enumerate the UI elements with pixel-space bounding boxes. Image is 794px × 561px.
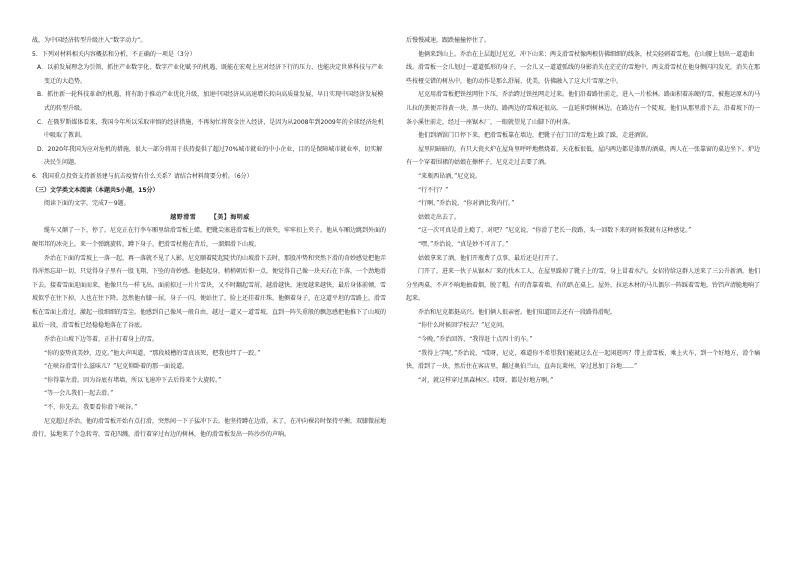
story-paragraph: 缆车又颠了一下，停了。尼克正在行李车厢里给滑雪板上蜡，把靴尖塞进滑雪板上的铁夹，牢牢扣上夹子。他从车厢边跳到外面的硬邦邦的冰壳上，来一个弹跳旋转，蹲下身子，把滑雪杖拖在背后，一溜烟滑下山坡。	[32, 227, 387, 248]
story-paragraph: 乔治和尼克都挺高兴。他们俩人很亲密。他们知道回去还有一段路得滑呢。	[418, 308, 617, 316]
story-paragraph: “不，你先去。我要看你滑下峡谷。”	[44, 404, 138, 412]
left-column	[32, 34, 388, 534]
story-paragraph: “对，就这样穿过黑森林区。哎呀，都是好地方啊。”	[418, 376, 554, 384]
story-paragraph: 乔治在山坡下边等着，正扑打着身上的雪。	[44, 336, 159, 344]
section-heading: （三）文学类文本阅读（本题共5小题，15分）	[32, 186, 159, 194]
story-paragraph: 他俩来到山上。乔治在上层超过尼克，冲下山来；两支滑雪杖像两根仿佛细细的线条，杖尖轻刺着雪地，在山腰上划出一道道曲线。滑雪板一会儿划过一道道弧形的身子，一会儿又一道道弧线的身影消失在茫茫的雪地中，两支滑雪杖在他身侧闪闪发光，消失在那些枝桠交错的树丛中，他的动作是那么舒展、优美，仿佛融入了这大片雪原之中。	[406, 50, 761, 85]
story-paragraph: 尼克用滑雪板把铁丝网往下压，乔治跨过铁丝网走过来。他们沿着路往前走，进入一片松林。路面积着冻硬的雪，被拖运原木的马儿拉的粪便弄得黄一块、黑一块的。路两边的雪堆还很高，一直延伸到树林边。在路边有一个陡坡，他们从那里滑下去，沿着坡下的一条小溪往前走，经过一座锯木厂，一眼就望见了山脚下的村落。	[406, 91, 761, 126]
story-paragraph: “等一会儿我们一起去滑。”	[44, 390, 114, 398]
story-title: 越野滑雪	[170, 213, 197, 221]
story-paragraph: “这一次可真是滑上瘾了，对吧？”尼克说，“你滑了老长一段路，头一回数下来的时候我就有这种感觉。”	[418, 227, 692, 235]
story-paragraph: “今晚，”乔治回答，“我得赶十点四十的车。”	[418, 336, 533, 344]
story-paragraph: “嘿，”乔治说，“真是妙不可言了。”	[418, 240, 509, 248]
story-paragraph: “我得上学呢，”乔治说，“哎呀，尼克，难道你不希望我们能就这么在一起闲逛吗？带上滑雪板，乘上火车，到一个好地方，滑个痛快，滑到了一块，然后住在客店里，翻过奥伯兰山，直奔瓦莱州，穿过恩加丁谷地……”	[406, 349, 761, 371]
story-paragraph: 他们到酒馆门口停下来，把滑雪板靠在墙边，把靴子在门口的雪地上跺了跺，走进酒馆。	[418, 132, 653, 140]
story-paragraph: 姑娘拿来了酒，他们开瓶费了点事，最后还是打开了。	[418, 254, 563, 262]
right-column	[406, 34, 762, 534]
intro-tail: 战，为中国经济转型升级注入“数字动力”。	[32, 37, 147, 44]
story-paragraph: “行不行？”	[418, 186, 449, 194]
story-paragraph: 后慢慢减速，跟跌撞撞停住了。	[406, 37, 491, 44]
story-paragraph: “行啊，”乔治说，“你对酒比我内行。”	[418, 200, 515, 208]
story-paragraph: 姑娘走出去了。	[418, 213, 461, 221]
story-paragraph: 门开了，进来一伙子从锯木厂来的伐木工人，在屋里跺掉了靴子上的雪，身上冒着水汽。女招待给这群人送来了三公升新酒，他们分坐两桌，不声不响地抽着烟，脱了帽，有的背靠着墙，有的趴在桌上。屋外，拉运木材的马儿偶尔一阵踩着雪地，铃铛声清脆地响了起来。	[406, 268, 761, 303]
question-5-option-a: A．以前发展理念为引领，抓住产业数字化、数字产业化赋予的机遇，既能在宏观上应对经济下行的压力，也能决定世界科技与产业变迁的大趋势。	[37, 64, 384, 85]
question-5-option-d: D．2020年我国为应对危机的措施，很大一部分将用于扶持提供了超过70%城市就业的中小企业，目的是保障城市就业率，切实解决民生问题。	[37, 145, 383, 167]
question-5-option-c: C．在俄罗斯媒体看来，我国今年所以采取审慎的经济措施，不再匆忙将资金注入经济，是因为从2008年到2009年的全球经济危机中吸取了教训。	[37, 118, 384, 140]
story-paragraph: 屋里阴暗暗的，有只大瓷火炉在屋角里呼呼地燃烧着。天花板很低，屋内两边都是漆黑的酒桌，两人在一张靠窗的桌边坐下。炉边有一个穿着围裙的姑娘在擦杯子，尼克走过去要了酒。	[406, 145, 761, 167]
question-5-stem: 5．下列对材料相关内容概括和分析，不正确的一项是（3分）	[32, 50, 196, 58]
story-author: 【美】海明威	[210, 213, 250, 221]
story-paragraph: “你的姿势真美妙，迈克。”他大声叫道，“那段坡槽的雪真该死，把我也绊了一跤。”	[44, 349, 261, 357]
story-paragraph: “你得靠左滑。因为谷底有堵墙，所以飞速冲下去后得来个大旋转。”	[44, 376, 222, 384]
reading-instruction: 阅读下面的文字，完成7～9题。	[44, 200, 130, 208]
story-paragraph: “在峡谷滑雪什么滋味儿？”尼克仰卧着的那一面说道。	[44, 363, 189, 371]
story-paragraph: “来瓶西昂酒，”尼克说。	[418, 172, 482, 180]
story-paragraph: “你什么时候回学校去？”尼克问。	[418, 322, 509, 330]
story-paragraph: 乔治在下面的雪坡上一落一起，再一落就不见了人影。尼克顺着陡起陡伏的山坡滑下去时，那股冲势和突然下滑的奇妙感觉把他弄得浑然忘却一切，只觉得身子里有一股飞翔、下坠的奇妙感。他挺起身，稍稍朝后仰一点，便觉得自己像一块天石在下落，一个劲地滑下去。接着雪面迎面而来，他像只鸟一样飞出。面前掠过一片片雪块，又不时翻起雪屑，越滑越快，速度越来越快，最后身体前倾，雪坡似乎在往下掉，人也在往下降。忽然他右膝一屈，身子一闪，便站住了，脸上还挂着汗珠。他侧着身子，在这道平坦的雪路上，滑雪板在雪面上滑过，激起一股细细的雪尘。他感到自己像风一般自由，越过一道又一道雪坡，直到一阵失重般的飘忽感把他推下了山坡的最后一段，滑雪板已经稳稳地落在了谷底。	[32, 254, 387, 330]
story-title-line	[32, 211, 388, 225]
question-6: 6．我国重点投资支持新基建与抗击疫情有什么关系？请结合材料简要分析。（6分）	[32, 172, 253, 180]
question-5-option-b: B．抓住新一轮科技革命的机遇，将有助于推动产业优化升级，加速中国经济从高速增长转向高质量发展，早日实现中国经济发展模式的转型升级。	[37, 91, 384, 112]
story-paragraph: 尼克超过乔治，他的滑雪板开始有点打滑，突然间一下子猛冲下去。他坚持蹲在边滑，末了，在冲向裸岩时保持平衡，双膝微屈地滑行，猛地来了个急转弯，雪花四溅，滑行着穿过右边的树林，他的滑雪板发出一阵沙沙的声响。	[32, 417, 387, 439]
